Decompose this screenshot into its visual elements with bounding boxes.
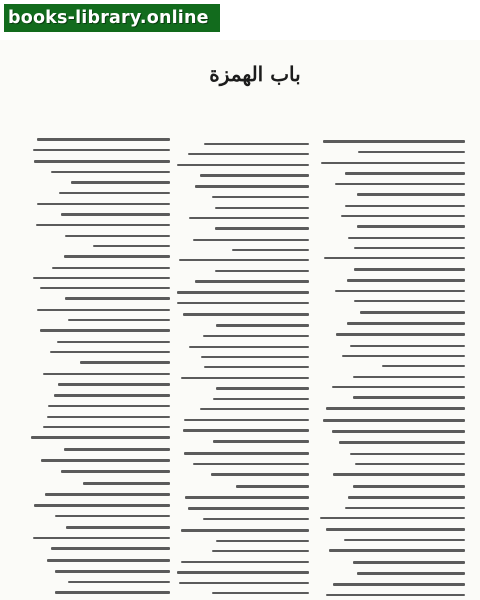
text-line xyxy=(203,518,309,520)
text-line xyxy=(189,217,309,219)
text-line xyxy=(41,459,170,462)
text-line xyxy=(355,463,465,465)
text-line xyxy=(34,160,170,163)
text-line xyxy=(37,203,170,205)
text-line xyxy=(177,291,309,294)
text-line xyxy=(212,196,309,198)
text-line xyxy=(177,164,309,166)
text-line xyxy=(59,192,170,194)
text-line xyxy=(33,277,170,279)
text-line xyxy=(36,224,170,226)
text-line xyxy=(345,172,465,175)
text-line xyxy=(37,309,170,311)
text-line xyxy=(323,140,465,143)
text-line xyxy=(357,193,465,196)
text-line xyxy=(353,485,465,488)
text-line xyxy=(336,333,465,336)
text-line xyxy=(203,335,309,337)
text-line xyxy=(179,259,309,261)
text-line xyxy=(345,205,465,207)
text-line xyxy=(55,570,170,573)
text-line xyxy=(45,493,170,496)
text-line xyxy=(64,255,170,258)
text-line xyxy=(33,537,170,539)
text-line xyxy=(184,452,309,455)
text-line xyxy=(344,539,465,541)
text-line xyxy=(61,470,170,473)
text-line xyxy=(43,426,170,428)
text-line xyxy=(333,473,465,476)
text-line xyxy=(216,324,309,327)
text-line xyxy=(323,419,465,422)
text-line xyxy=(200,174,309,177)
text-line xyxy=(332,386,465,388)
text-line xyxy=(65,235,170,237)
text-line xyxy=(181,529,309,532)
text-line xyxy=(181,377,309,379)
text-line xyxy=(40,329,170,332)
text-line xyxy=(215,270,309,272)
text-line xyxy=(213,398,309,400)
text-line xyxy=(58,383,170,386)
text-line xyxy=(193,239,309,241)
text-line xyxy=(345,507,465,509)
watermark-text: books-library.online xyxy=(8,8,209,28)
text-line xyxy=(31,436,170,439)
text-line xyxy=(342,355,465,357)
text-line xyxy=(212,592,309,594)
text-line xyxy=(188,507,309,510)
text-line xyxy=(183,429,309,432)
text-line xyxy=(184,419,309,421)
text-line xyxy=(326,594,465,596)
text-line xyxy=(71,181,170,184)
text-line xyxy=(55,515,170,517)
text-line xyxy=(43,373,170,375)
text-line xyxy=(339,441,465,444)
text-line xyxy=(93,245,170,247)
text-line xyxy=(50,351,170,353)
text-column-right xyxy=(317,140,465,600)
text-line xyxy=(80,361,170,364)
text-line xyxy=(358,151,465,153)
text-column-left xyxy=(30,138,170,600)
text-line xyxy=(341,215,465,217)
text-line xyxy=(320,517,465,519)
text-line xyxy=(83,482,170,485)
text-line xyxy=(335,183,465,185)
text-line xyxy=(52,267,170,269)
text-line xyxy=(66,526,170,529)
text-line xyxy=(348,237,465,239)
text-line xyxy=(354,268,465,271)
text-line xyxy=(335,290,465,292)
text-line xyxy=(193,463,309,465)
section-heading: باب الهمزة xyxy=(209,62,301,86)
text-line xyxy=(347,279,465,282)
text-line xyxy=(200,408,309,410)
text-line xyxy=(64,448,170,451)
text-line xyxy=(326,407,465,410)
text-line xyxy=(213,440,309,443)
text-line xyxy=(47,559,170,562)
text-line xyxy=(216,540,309,542)
text-line xyxy=(201,356,309,358)
text-line xyxy=(177,571,309,574)
text-line xyxy=(321,162,465,164)
text-line xyxy=(37,138,170,141)
text-line xyxy=(47,416,170,418)
text-line xyxy=(232,249,309,251)
text-column-middle xyxy=(176,143,309,600)
text-line xyxy=(357,572,465,575)
text-line xyxy=(324,257,465,259)
text-line xyxy=(34,504,170,507)
text-line xyxy=(350,345,465,347)
text-line xyxy=(332,430,465,433)
text-line xyxy=(195,280,309,283)
text-line xyxy=(185,496,309,499)
text-line xyxy=(189,346,309,348)
text-line xyxy=(177,302,309,304)
text-line xyxy=(183,313,309,316)
text-line xyxy=(353,561,465,564)
text-line xyxy=(350,453,465,455)
text-line xyxy=(215,227,309,230)
text-line xyxy=(48,405,170,407)
text-line xyxy=(353,376,465,378)
text-line xyxy=(354,247,465,249)
text-line xyxy=(216,387,309,390)
text-line xyxy=(354,300,465,302)
text-line xyxy=(215,207,309,209)
text-line xyxy=(40,287,170,289)
text-line xyxy=(68,319,170,321)
text-line xyxy=(357,225,465,228)
text-line xyxy=(211,473,309,476)
text-line xyxy=(33,149,170,151)
text-line xyxy=(65,297,170,300)
text-line xyxy=(68,581,170,583)
text-line xyxy=(347,322,465,325)
text-line xyxy=(360,311,465,314)
text-line xyxy=(204,366,309,368)
text-line xyxy=(61,213,170,216)
text-line xyxy=(51,171,170,173)
text-line xyxy=(333,583,465,586)
text-line xyxy=(212,550,309,552)
text-line xyxy=(51,547,170,550)
site-watermark xyxy=(4,4,220,32)
text-line xyxy=(195,185,309,188)
text-line xyxy=(55,591,170,594)
text-line xyxy=(353,396,465,399)
text-line xyxy=(181,561,309,563)
text-line xyxy=(188,153,309,155)
text-line xyxy=(382,365,465,367)
text-line xyxy=(204,143,309,145)
text-line xyxy=(179,582,309,584)
text-line xyxy=(329,549,465,552)
text-line xyxy=(348,496,465,499)
text-line xyxy=(326,528,465,531)
text-line xyxy=(57,341,170,343)
text-line xyxy=(236,485,309,488)
text-line xyxy=(54,394,170,397)
